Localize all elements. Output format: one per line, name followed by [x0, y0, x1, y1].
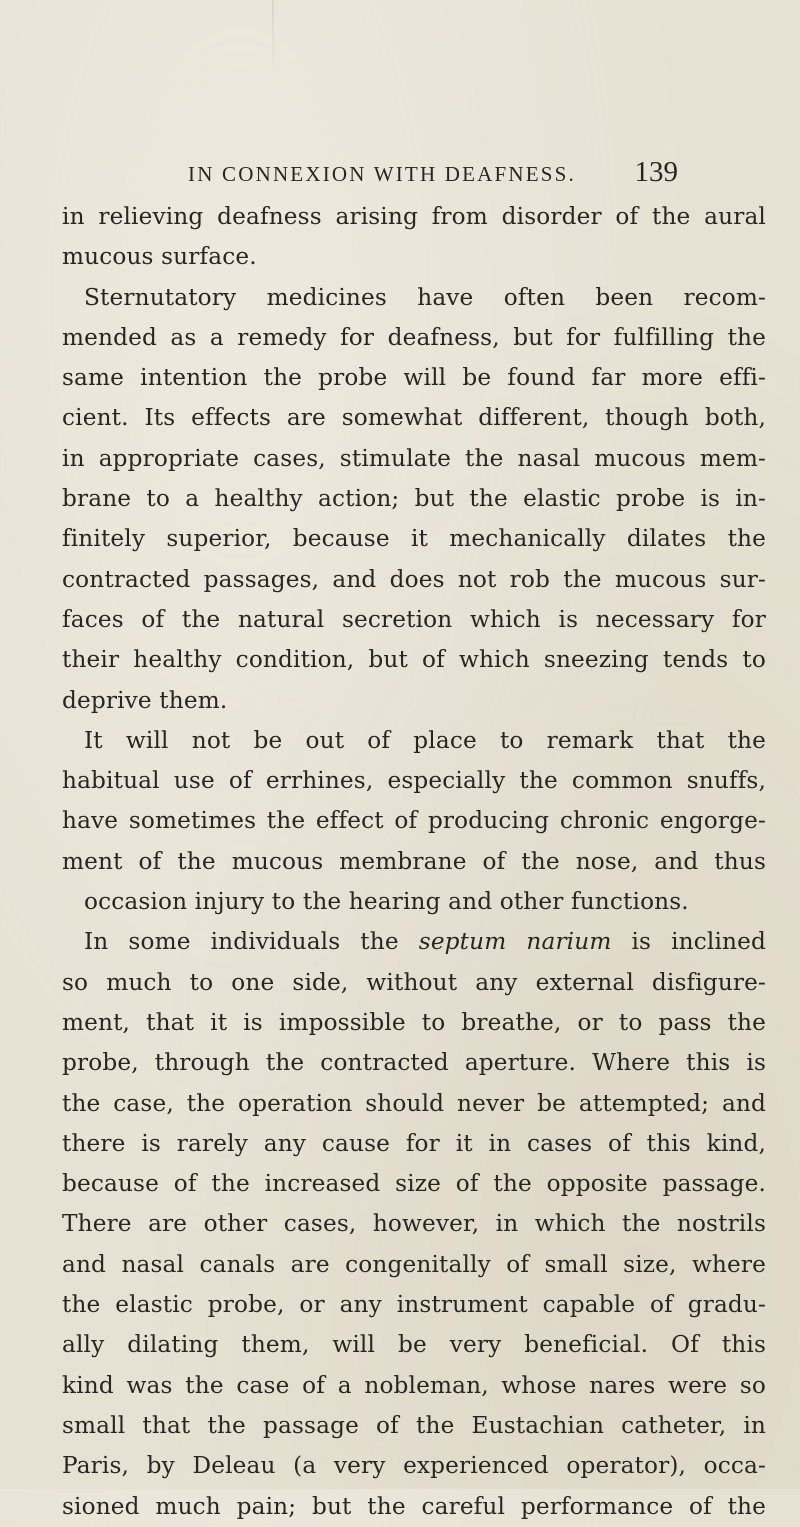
text-line: because of the increased size of the opposite passage. — [62, 1170, 766, 1198]
text-line: cient. Its effects are somewhat different, though both, — [62, 404, 766, 432]
text-line: so much to one side, without any external disfigure- — [62, 968, 766, 996]
text-line: there is rarely any cause for it in cases of this kind, — [62, 1129, 766, 1157]
body-text — [62, 197, 766, 1527]
paragraph-start-line: Sternutatory medicines have often been recom- — [84, 283, 766, 311]
text-line: ment, that it is impossible to breathe, or to pass the — [62, 1008, 766, 1036]
text-line: small that the passage of the Eustachian catheter, in — [62, 1411, 766, 1439]
text-line: mucous surface. — [62, 243, 257, 271]
text-line: the case, the operation should never be attempted; and — [62, 1089, 766, 1117]
text-line: in appropriate cases, stimulate the nasal mucous mem- — [62, 444, 766, 472]
running-head — [188, 156, 688, 196]
text-line: ally dilating them, will be very beneficial. Of this — [62, 1331, 766, 1359]
text-line: habitual use of errhines, especially the common snuffs, — [62, 767, 766, 795]
text-line: the elastic probe, or any instrument capable of gradu- — [62, 1291, 766, 1319]
text-line: kind was the case of a nobleman, whose nares were so — [62, 1371, 766, 1399]
text-line: deprive them. — [62, 686, 228, 714]
text-line: their healthy condition, but of which sneezing tends to — [62, 646, 766, 674]
text-line: contracted passages, and does not rob the mucous sur- — [62, 565, 766, 593]
paper-crease — [272, 0, 274, 70]
text-line: have sometimes the effect of producing chronic engorge- — [62, 807, 766, 835]
latin-term: septum narium — [418, 928, 612, 956]
paragraph-start-line: In some individuals the septum narium is inclined — [84, 928, 766, 956]
page-number: 139 — [634, 156, 678, 188]
text-line: probe, through the contracted aperture. Where this is — [62, 1049, 766, 1077]
text-line: Paris, by Deleau (a very experienced operator), occa- — [62, 1452, 766, 1480]
text-line: occasion injury to the hearing and other functions. — [84, 888, 689, 916]
text-line: mended as a remedy for deafness, but for fulfilling the — [62, 323, 766, 351]
paragraph-start-line: It will not be out of place to remark that the — [84, 726, 766, 754]
text-line: ment of the mucous membrane of the nose, and thus — [62, 847, 766, 875]
text-line: There are other cases, however, in which the nostrils — [62, 1210, 766, 1238]
text-line: brane to a healthy action; but the elastic probe is in- — [62, 485, 766, 513]
text-line: faces of the natural secretion which is necessary for — [62, 605, 766, 633]
text-line: finitely superior, because it mechanically dilates the — [62, 525, 766, 553]
text-line: same intention the probe will be found far more effi- — [62, 364, 766, 392]
text-line: sioned much pain; but the careful performance of the — [62, 1492, 766, 1520]
running-title: IN CONNEXION WITH DEAFNESS. — [188, 162, 576, 186]
text-line: in relieving deafness arising from disorder of the aural — [62, 203, 766, 230]
text-line: and nasal canals are congenitally of small size, where — [62, 1250, 766, 1278]
